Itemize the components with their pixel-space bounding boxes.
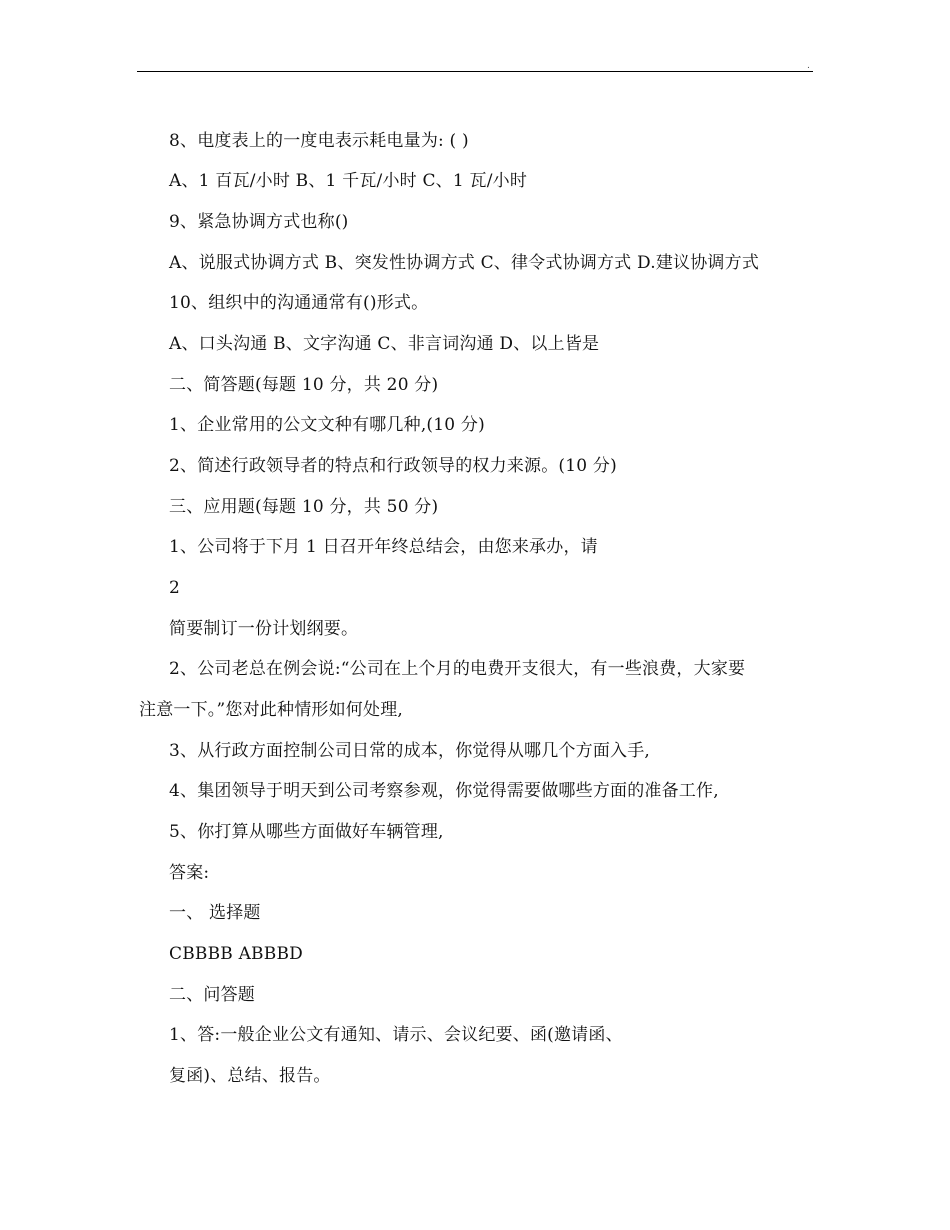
answer-1-continued: 复函)、总结、报告。: [169, 1066, 331, 1086]
short-answer-1: 1、企业常用的公文文种有哪几种,(10 分): [169, 415, 485, 435]
application-1-continued: 简要制订一份计划纲要。: [169, 619, 359, 639]
answers-heading: 答案:: [169, 863, 210, 883]
question-10-options: A、口头沟通 B、文字沟通 C、非言词沟通 D、以上皆是: [169, 334, 600, 354]
question-9: 9、紧急协调方式也称(): [169, 212, 349, 232]
page-number: 2: [169, 578, 181, 598]
application-1: 1、公司将于下月 1 日召开年终总结会，由您来承办，请: [169, 537, 598, 557]
application-2-continued: 注意一下。”您对此种情形如何处理,: [139, 700, 403, 720]
header-rule: [137, 71, 813, 72]
section-2-heading: 二、简答题(每题 10 分，共 20 分): [169, 375, 439, 395]
answers-section-1: 一、 选择题: [169, 903, 261, 923]
question-9-options: A、说服式协调方式 B、突发性协调方式 C、律令式协调方式 D.建议协调方式: [169, 253, 760, 273]
section-3-heading: 三、应用题(每题 10 分，共 50 分): [169, 497, 439, 517]
application-5: 5、你打算从哪些方面做好车辆管理,: [169, 822, 444, 842]
application-4: 4、集团领导于明天到公司考察参观，你觉得需要做哪些方面的准备工作,: [169, 781, 719, 801]
answer-1: 1、答:一般企业公文有通知、请示、会议纪要、函(邀请函、: [169, 1025, 623, 1045]
application-2: 2、公司老总在例会说:“公司在上个月的电费开支很大，有一些浪费，大家要: [169, 659, 746, 679]
question-8-options: A、1 百瓦/小时 B、1 千瓦/小时 C、1 瓦/小时: [169, 171, 528, 191]
short-answer-2: 2、简述行政领导者的特点和行政领导的权力来源。(10 分): [169, 456, 617, 476]
answers-section-2: 二、问答题: [169, 985, 255, 1005]
question-8: 8、电度表上的一度电表示耗电量为: ( ): [169, 131, 469, 151]
application-3: 3、从行政方面控制公司日常的成本，你觉得从哪几个方面入手,: [169, 741, 651, 761]
question-10: 10、组织中的沟通通常有()形式。: [169, 293, 429, 313]
multiple-choice-answers: CBBBB ABBBD: [169, 944, 303, 964]
header-mark: .: [807, 61, 810, 71]
